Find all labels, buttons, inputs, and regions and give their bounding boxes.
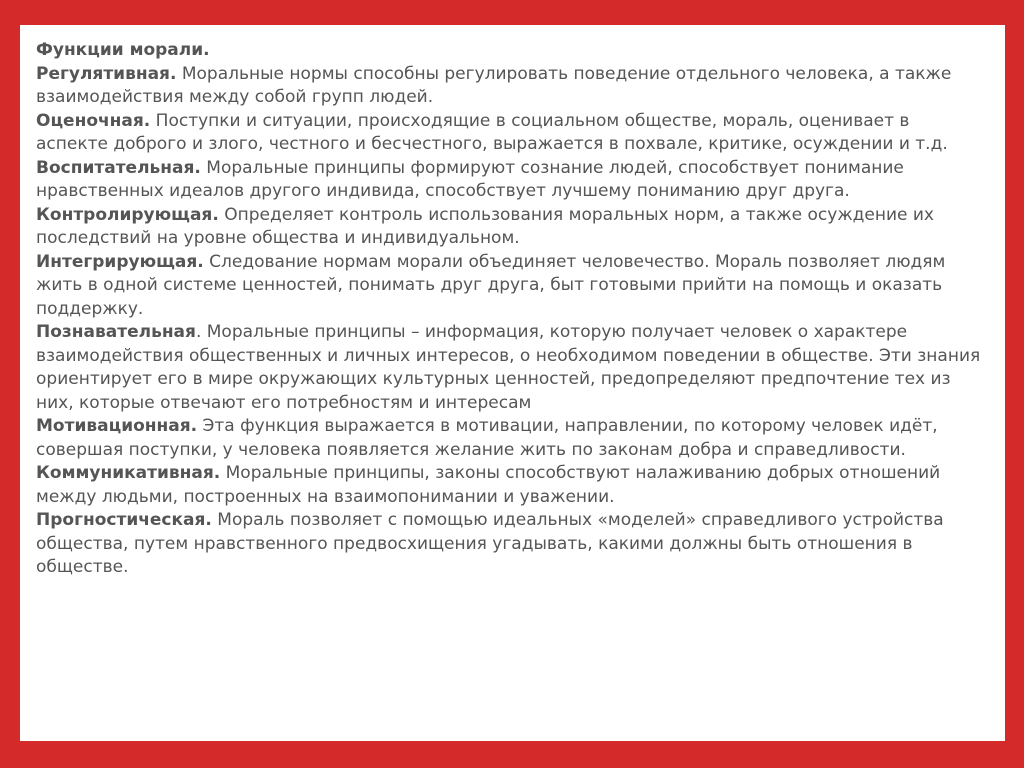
function-paragraph-communicative xyxy=(36,462,985,509)
function-description: Следование нормам морали объединяет человечество. Мораль позволяет людям жить в одной системе ценностей, понимать друг друга, быт готовыми прийти на помощь и оказать поддержку. xyxy=(36,251,946,319)
function-term: Воспитательная. xyxy=(36,157,201,178)
function-description: Определяет контроль использования моральных норм, а также осуждение их последствий на уровне общества и индивидуальном. xyxy=(36,204,934,248)
function-description: Моральные принципы формируют сознание людей, способствует понимание нравственных идеалов другого индивида, способствует лучшему пониманию друг друга. xyxy=(36,157,904,201)
function-description: Мораль позволяет с помощью идеальных «моделей» справедливого устройства общества, путем нравственного предвосхищения угадывать, какими должны быть отношения в обществе. xyxy=(36,510,944,577)
function-paragraph-prognostic xyxy=(36,509,985,580)
function-paragraph-controlling xyxy=(36,204,985,251)
function-paragraph-evaluative xyxy=(36,110,985,157)
function-description: Эта функция выражается в мотивации, направлении, по которому человек идёт, совершая поступки, у человека появляется желание жить по законам добра и справедливости. xyxy=(36,416,938,460)
function-paragraph-educational xyxy=(36,157,985,204)
function-term: Оценочная. xyxy=(36,110,151,131)
function-description: Моральные принципы, законы способствуют налаживанию добрых отношений между людьми, построенных на взаимопонимании и уважении. xyxy=(36,463,941,507)
function-description: Моральные нормы способны регулировать поведение отдельного человека, а также взаимодействия между собой групп людей. xyxy=(36,63,952,107)
slide-page xyxy=(20,25,1005,741)
function-paragraph-regulative xyxy=(36,63,985,110)
function-description: Поступки и ситуации, происходящие в социальном обществе, мораль, оценивает в аспекте доброго и злого, честного и бесчестного, выражается в похвале, критике, осуждении и т.д. xyxy=(36,110,948,154)
function-paragraph-cognitive xyxy=(36,321,985,415)
function-term: Мотивационная. xyxy=(36,416,198,436)
function-term: Коммуникативная. xyxy=(36,463,221,483)
function-term: Познавательная xyxy=(36,322,196,342)
function-paragraph-motivational xyxy=(36,415,985,462)
function-paragraph-integrating xyxy=(36,251,985,322)
function-term: Контролирующая. xyxy=(36,204,219,225)
document-title: Функции морали. xyxy=(36,40,210,60)
function-term: Регулятивная. xyxy=(36,63,177,84)
document-body xyxy=(36,39,985,580)
function-description: . Моральные принципы – информация, которую получает человек о характере взаимодействия общественных и личных интересов, о необходимом поведении в обществе. Эти знания ориентирует его в мире окружающих культурных ценностей, предопределяют предпочтение тех из них, которые отвечают его потребностям и интересам xyxy=(36,322,981,413)
function-term: Прогностическая. xyxy=(36,510,212,530)
function-term: Интегрирующая. xyxy=(36,251,204,272)
